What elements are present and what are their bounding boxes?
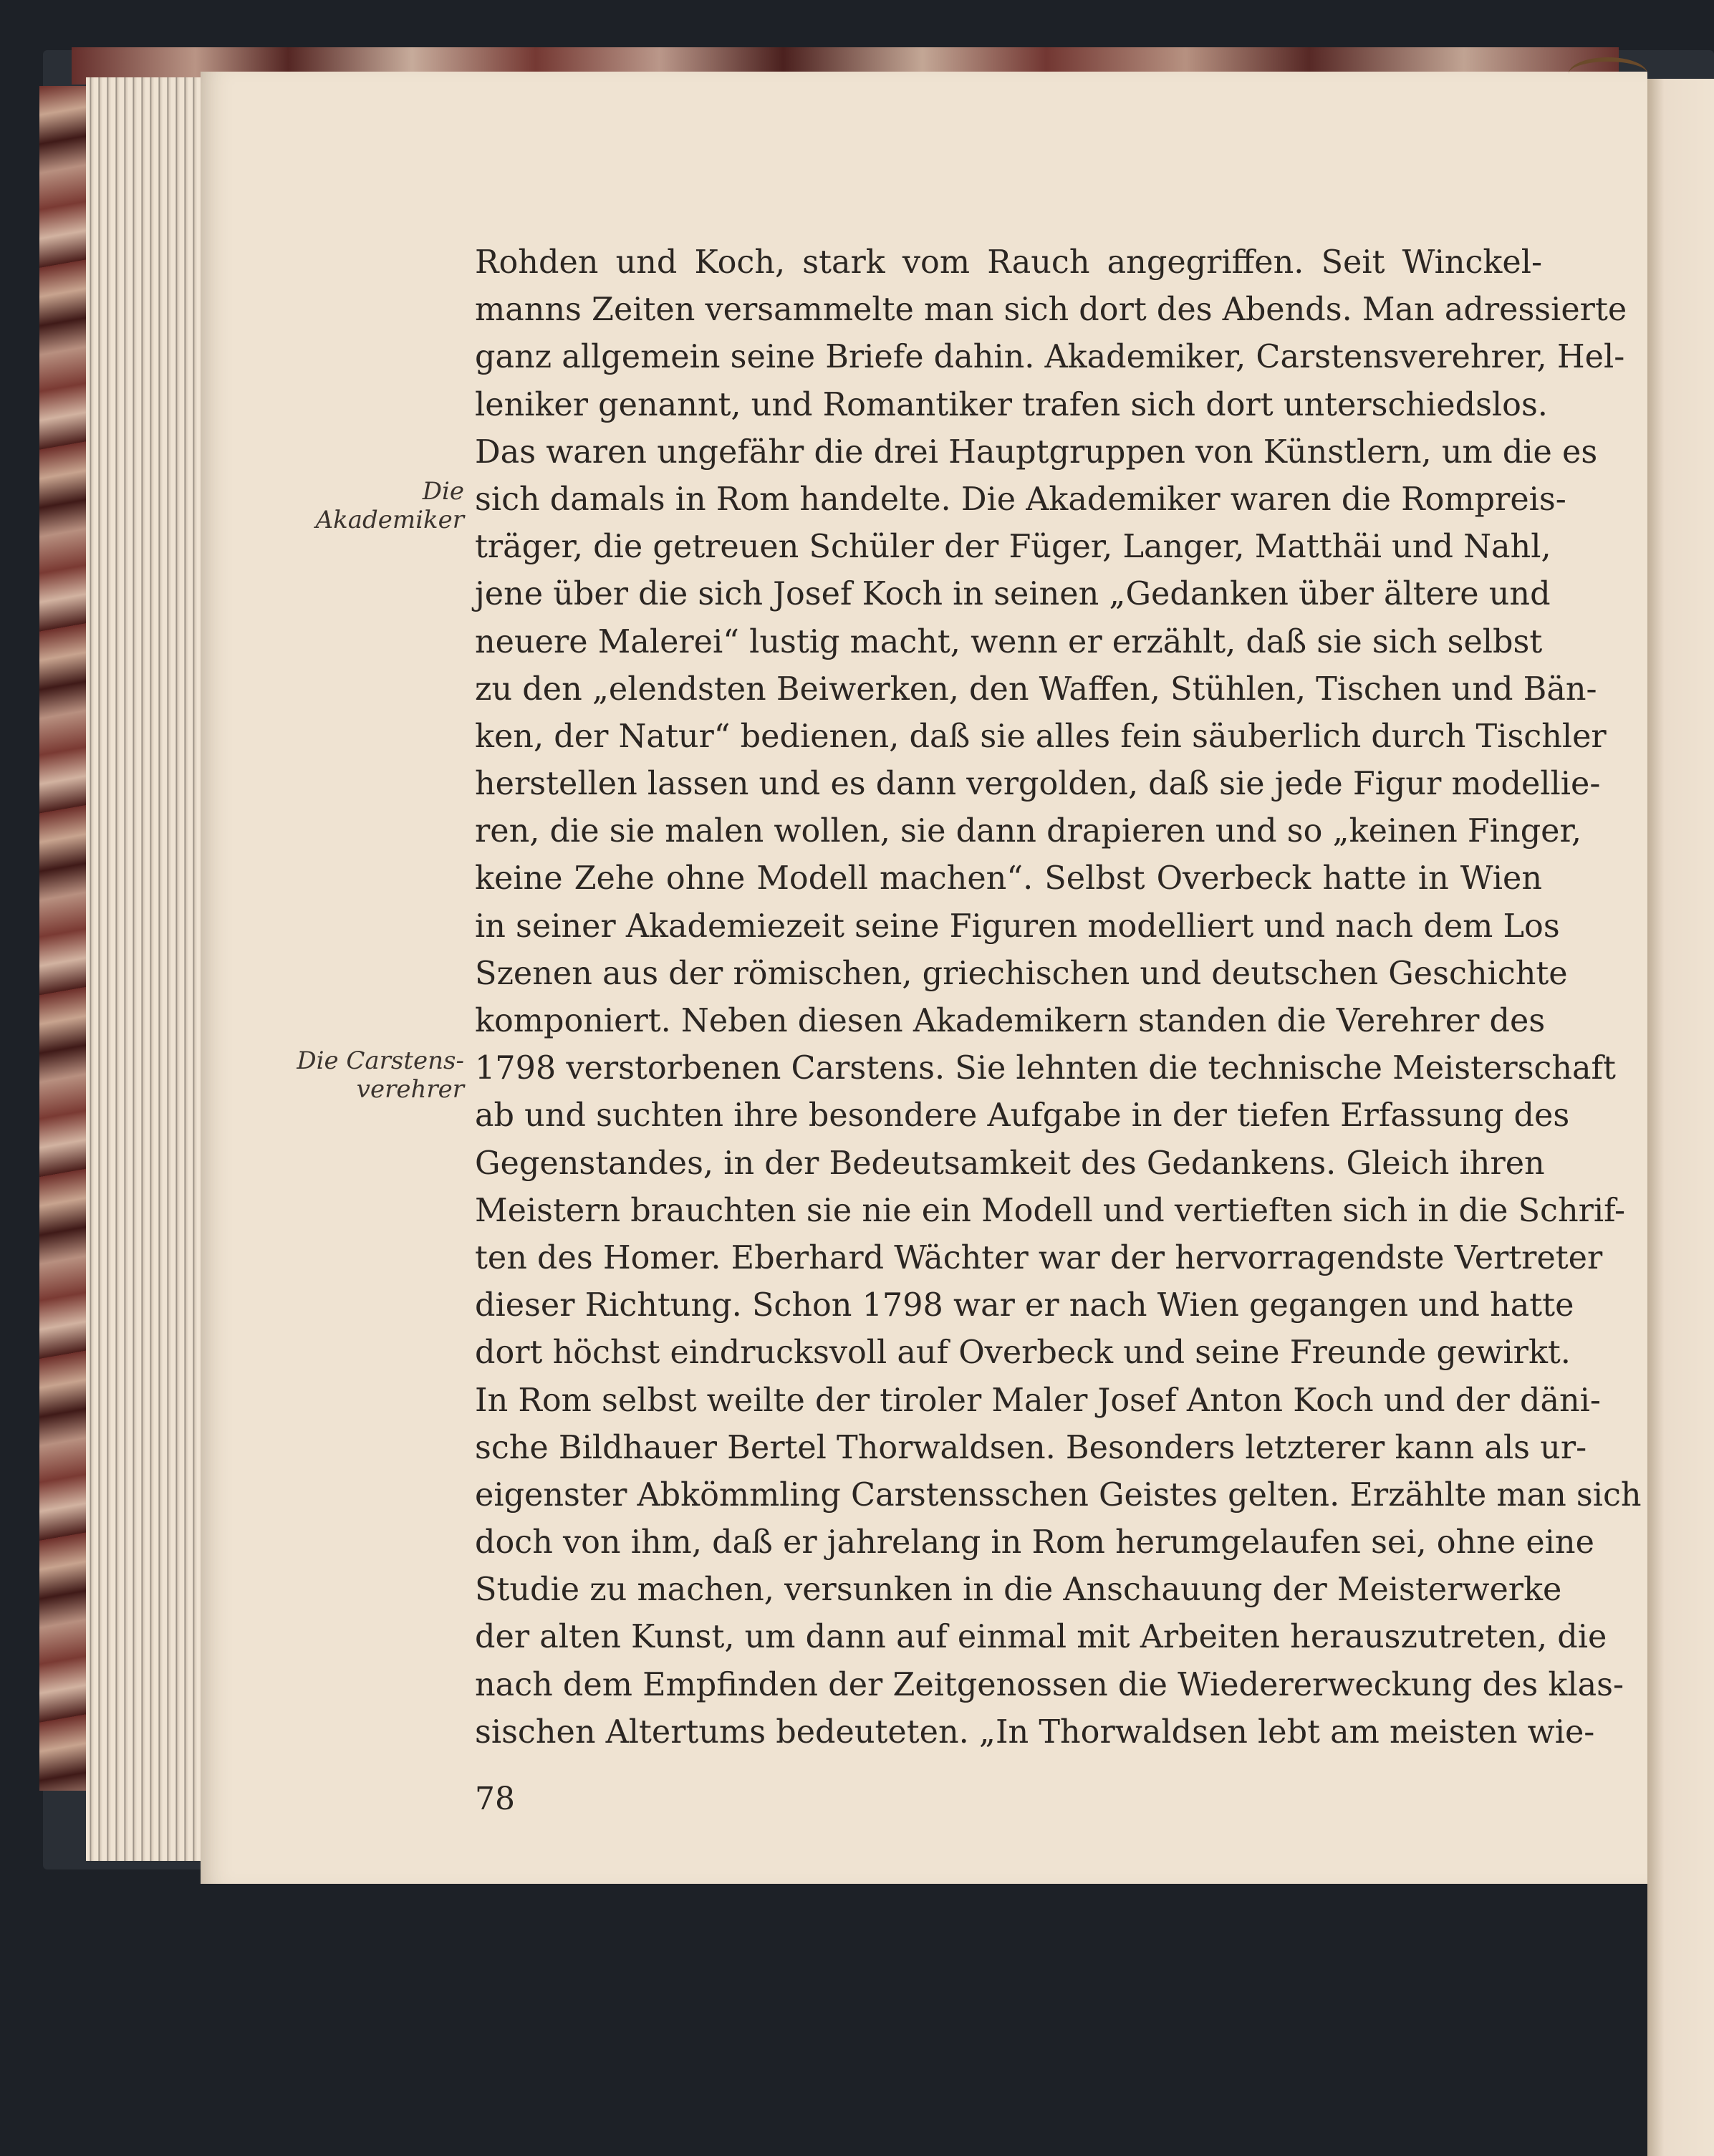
- text-line: ten des Homer. Eberhard Wächter war der hervorragendste Vertreter: [475, 1239, 1603, 1276]
- text-line: Szenen aus der römischen, griechischen und deutschen Geschichte: [475, 955, 1568, 992]
- bookmark-ribbon: [1569, 57, 1647, 90]
- text-line: leniker genannt, und Romantiker trafen sich dort unterschiedslos.: [475, 386, 1548, 423]
- text-line: sche Bildhauer Bertel Thorwaldsen. Besonders letzterer kann als ur-: [475, 1429, 1587, 1466]
- margin-note-line: Die: [422, 477, 464, 506]
- text-line: eigenster Abkömmling Carstensschen Geistes gelten. Erzählte man sich: [475, 1476, 1642, 1513]
- text-line: Gegenstandes, in der Bedeutsamkeit des Gedankens. Gleich ihren: [475, 1145, 1545, 1182]
- text-line: In Rom selbst weilte der tiroler Maler Josef Anton Koch und der däni-: [475, 1382, 1601, 1419]
- body-text: [475, 239, 1642, 1756]
- text-line: ken, der Natur“ bedienen, daß sie alles fein säuberlich durch Tischler: [475, 718, 1607, 755]
- text-line: manns Zeiten versammelte man sich dort des Abends. Man adressierte: [475, 292, 1627, 329]
- text-line: in seiner Akademiezeit seine Figuren modelliert und nach dem Los: [475, 908, 1560, 945]
- margin-note-line: Akademiker: [315, 506, 464, 534]
- text-line: Rohden und Koch, stark vom Rauch angegriffen. Seit Winckel-: [475, 244, 1542, 281]
- text-line: ganz allgemein seine Briefe dahin. Akademiker, Carstensverehrer, Hel-: [475, 339, 1625, 376]
- text-line: ab und suchten ihre besondere Aufgabe in der tiefen Erfassung des: [475, 1097, 1570, 1135]
- marbled-endpaper-left: [39, 86, 90, 1791]
- text-line: neuere Malerei“ lustig macht, wenn er erzählt, daß sie sich selbst: [475, 623, 1543, 660]
- text-line: keine Zehe ohne Modell machen“. Selbst Overbeck hatte in Wien: [475, 860, 1542, 897]
- margin-note-line: Die Carstens-: [297, 1046, 464, 1075]
- text-line: sischen Altertums bedeuteten. „In Thorwaldsen lebt am meisten wie-: [475, 1713, 1595, 1751]
- text-line: zu den „elendsten Beiwerken, den Waffen, Stühlen, Tischen und Bän-: [475, 670, 1597, 708]
- text-line: doch von ihm, daß er jahrelang in Rom herumgelaufen sei, ohne eine: [475, 1524, 1594, 1561]
- text-line: nach dem Empfinden der Zeitgenossen die Wiedererweckung des klas-: [475, 1666, 1624, 1703]
- text-line: dieser Richtung. Schon 1798 war er nach Wien gegangen und hatte: [475, 1287, 1574, 1324]
- margin-note-line: verehrer: [356, 1075, 464, 1104]
- text-line: träger, die getreuen Schüler der Füger, Langer, Matthäi und Nahl,: [475, 529, 1551, 566]
- text-line: Meistern brauchten sie nie ein Modell und vertieften sich in die Schrif-: [475, 1192, 1626, 1229]
- page-number: 78: [475, 1781, 515, 1817]
- text-line: komponiert. Neben diesen Akademikern standen die Verehrer des: [475, 1003, 1546, 1039]
- margin-note-carstensverehrer: [235, 1046, 464, 1104]
- margin-note-akademiker: [235, 477, 464, 534]
- text-line: Studie zu machen, versunken in die Anschauung der Meisterwerke: [475, 1572, 1562, 1609]
- text-line: 1798 verstorbenen Carstens. Sie lehnten die technische Meisterschaft: [475, 1050, 1616, 1087]
- next-page-edge: [1647, 79, 1714, 2156]
- text-line: dort höchst eindrucksvoll auf Overbeck und seine Freunde gewirkt.: [475, 1334, 1571, 1372]
- text-line: Das waren ungefähr die drei Hauptgruppen von Künstlern, um die es: [475, 433, 1598, 471]
- text-line: ren, die sie malen wollen, sie dann drapieren und so „keinen Finger,: [475, 813, 1582, 850]
- text-line: der alten Kunst, um dann auf einmal mit Arbeiten herauszutreten, die: [475, 1619, 1607, 1656]
- text-line: jene über die sich Josef Koch in seinen „Gedanken über ältere und: [475, 576, 1551, 613]
- page-edges: [86, 77, 215, 1861]
- text-line: sich damals in Rom handelte. Die Akademiker waren die Rompreis-: [475, 481, 1566, 518]
- text-line: herstellen lassen und es dann vergolden, daß sie jede Figur modellie-: [475, 766, 1601, 803]
